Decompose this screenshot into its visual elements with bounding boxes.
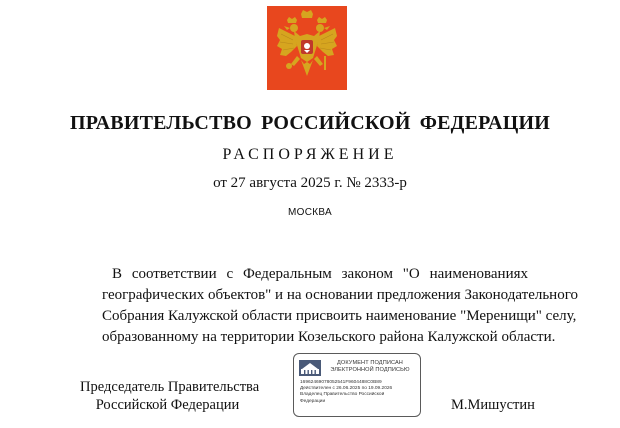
order-body-text [102,264,578,348]
electronic-signature-stamp [293,353,421,417]
stamp-details [300,380,416,405]
stamp-heading-line: ЭЛЕКТРОННОЙ ПОДПИСЬЮ [330,367,410,373]
stamp-owner-line: Владелец Правительство Российской [300,392,385,398]
document-date-number: от 27 августа 2025 г. № 2333-р [213,175,407,191]
stamp-validity: Действителен с 26.06.2025 по 19.09.2026 [300,386,393,392]
stamp-heading [322,360,418,374]
government-building-icon [299,360,321,376]
government-title: ПРАВИТЕЛЬСТВО РОССИЙСКОЙ ФЕДЕРАЦИИ [70,112,550,134]
signer-position-line: Российской Федерации [95,397,240,413]
stamp-heading-line: ДОКУМЕНТ ПОДПИСАН [337,360,403,366]
stamp-certificate: 16962469078052541F9604488C0B89 [300,380,382,385]
document-city: МОСКВА [288,207,332,218]
body-line: Собрания Калужской области присвоить наименование "Меренищи" селу, [102,308,577,324]
russian-coat-of-arms-icon [267,6,347,90]
signer-position-line: Председатель Правительства [80,379,260,395]
document-type: РАСПОРЯЖЕНИЕ [222,146,398,163]
body-line: географических объектов" и на основании предложения Законодательного [102,287,578,303]
signer-position [80,378,260,414]
body-line: В соответствии с Федеральным законом "О наименованиях [112,266,528,282]
stamp-owner-line: Федерации [300,398,326,404]
body-line: образованному на территории Козельского района Калужской области. [102,329,556,345]
signer-name: М.Мишустин [451,397,535,413]
